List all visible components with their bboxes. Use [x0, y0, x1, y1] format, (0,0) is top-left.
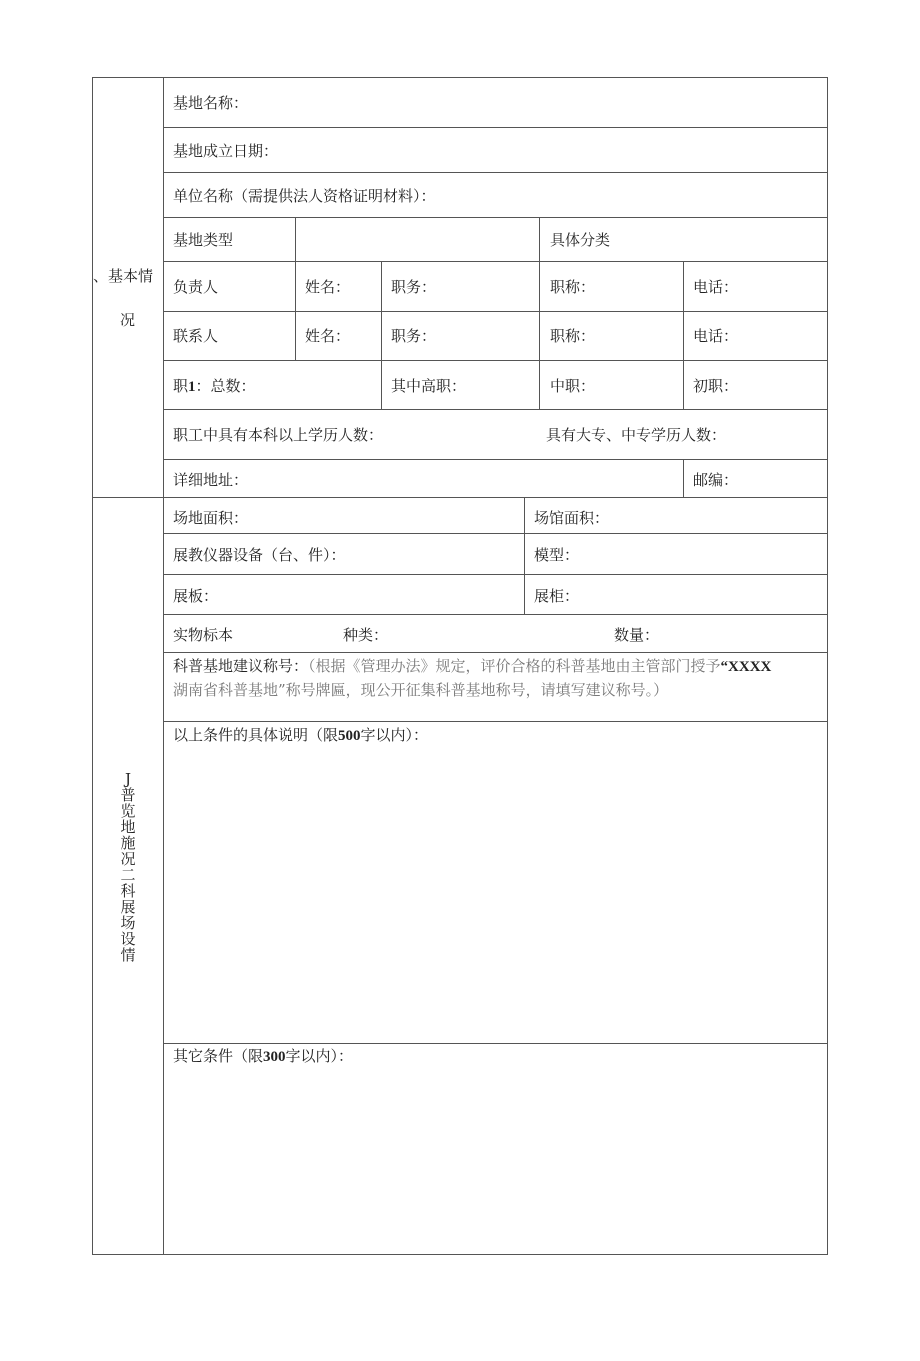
row-divider: [163, 127, 828, 128]
suggested-title-field[interactable]: [173, 657, 771, 676]
suggested-title-label: 科普基地建议称号：: [173, 657, 309, 675]
college-count-field[interactable]: 具有大专、中专学历人数：: [546, 426, 727, 444]
senior-staff-field[interactable]: 其中高职：: [391, 377, 467, 395]
staff-label-b: 1: [188, 379, 196, 395]
col-divider: [683, 261, 684, 410]
cabinet-field[interactable]: 展柜：: [534, 587, 580, 605]
site-area-field[interactable]: 场地面积：: [173, 509, 249, 527]
leader-label: 负责人: [173, 278, 219, 296]
col-divider: [524, 497, 525, 615]
staff-label-a: 职: [173, 377, 189, 395]
contact-title-field[interactable]: 职称：: [550, 327, 596, 345]
postcode-field[interactable]: 邮编：: [693, 471, 739, 489]
row-divider: [163, 721, 828, 722]
other-label-num: 300: [263, 1049, 286, 1065]
suggested-title-note-bold: “XXXX: [720, 659, 772, 675]
junior-staff-field[interactable]: 初职：: [693, 377, 739, 395]
leader-title-field[interactable]: 职称：: [550, 278, 596, 296]
desc-label-b: 字以内）：: [360, 726, 429, 744]
contact-label: 联系人: [173, 327, 219, 345]
specimen-label: 实物标本: [173, 626, 234, 644]
row-divider: [163, 574, 828, 575]
row-divider: [163, 652, 828, 653]
contact-name-field[interactable]: 姓名：: [305, 327, 351, 345]
staff-total-field[interactable]: [173, 377, 256, 396]
other-label-b: 字以内）：: [285, 1047, 354, 1065]
equipment-field[interactable]: 展教仪器设备（台、件）：: [173, 546, 346, 564]
suggested-title-note-line2: 湖南省科普基地”称号牌匾，现公开征集科普基地称号，请填写建议称号。）: [173, 681, 669, 699]
col-divider: [381, 360, 382, 410]
unit-name-field[interactable]: 单位名称（需提供法人资格证明材料）：: [173, 187, 436, 205]
quantity-field[interactable]: 数量：: [614, 626, 660, 644]
contact-duty-field[interactable]: 职务：: [391, 327, 437, 345]
col-divider: [295, 217, 296, 361]
base-type-label: 基地类型: [173, 231, 234, 249]
row-divider: [163, 459, 828, 460]
row-divider: [163, 533, 828, 534]
section2-title: J普览地施况二科展场设情: [120, 770, 136, 964]
panel-field[interactable]: 展板：: [173, 587, 219, 605]
row-divider: [163, 311, 828, 312]
left-column-divider: [163, 77, 164, 1255]
row-divider: [163, 217, 828, 218]
leader-duty-field[interactable]: 职务：: [391, 278, 437, 296]
suggested-title-note: （根据《管理办法》规定，评价合格的科普基地由主管部门授予: [308, 657, 721, 675]
founding-date-field[interactable]: 基地成立日期：: [173, 142, 279, 160]
col-divider: [539, 217, 540, 410]
col-divider: [381, 261, 382, 361]
base-name-field[interactable]: 基地名称：: [173, 94, 249, 112]
venue-area-field[interactable]: 场馆面积：: [534, 509, 610, 527]
address-field[interactable]: 详细地址：: [173, 471, 249, 489]
section1-title-line1: 、基本情: [93, 267, 154, 285]
section-divider: [92, 497, 828, 498]
col-divider: [683, 459, 684, 497]
staff-label-c: ：总数：: [195, 377, 256, 395]
row-divider: [163, 261, 828, 262]
other-label-a: 其它条件（限: [173, 1047, 264, 1065]
row-divider: [163, 172, 828, 173]
desc-label-num: 500: [338, 728, 361, 744]
desc-label-a: 以上条件的具体说明（限: [173, 726, 339, 744]
row-divider: [163, 1043, 828, 1044]
leader-phone-field[interactable]: 电话：: [693, 278, 739, 296]
contact-phone-field[interactable]: 电话：: [693, 327, 739, 345]
category-label: 具体分类: [550, 231, 611, 249]
row-divider: [163, 614, 828, 615]
row-divider: [163, 360, 828, 361]
middle-staff-field[interactable]: 中职：: [550, 377, 596, 395]
model-field[interactable]: 模型：: [534, 546, 580, 564]
leader-name-field[interactable]: 姓名：: [305, 278, 351, 296]
other-conditions-field[interactable]: [173, 1047, 353, 1066]
conditions-description-field[interactable]: [173, 726, 428, 745]
bachelor-count-field[interactable]: 职工中具有本科以上学历人数：: [173, 426, 384, 444]
species-field[interactable]: 种类：: [343, 626, 389, 644]
section1-title-line2: 况: [120, 311, 136, 329]
row-divider: [163, 409, 828, 410]
